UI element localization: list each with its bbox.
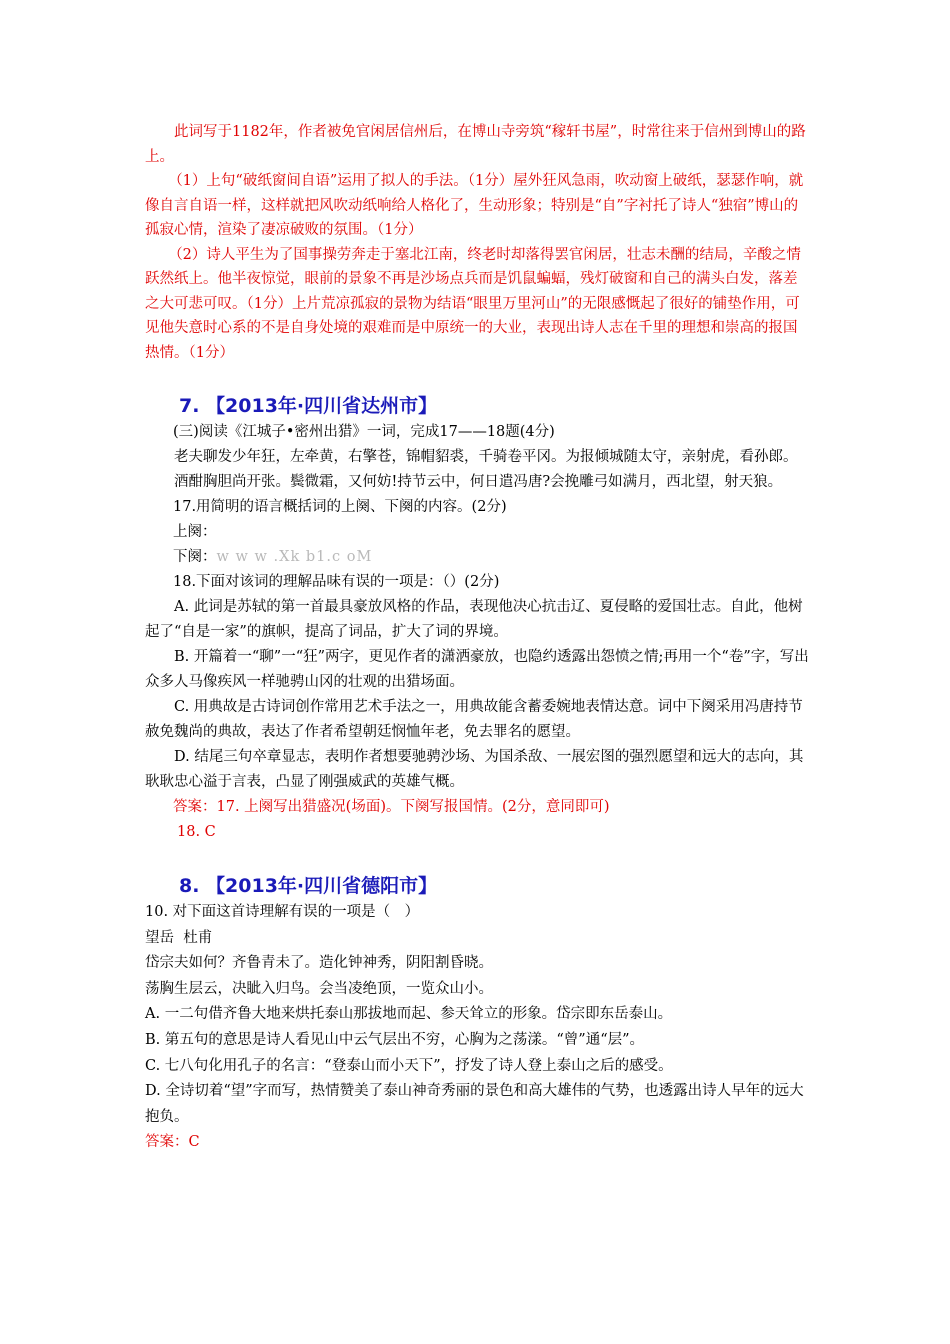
option-c: C. 用典故是古诗词创作常用艺术手法之一，用典故能含蓄委婉地表情达意。词中下阕采用冯唐持节赦免魏尚的典故，表达了作者希望朝廷悯恤年老，免去罪名的愿望。 bbox=[145, 699, 803, 740]
poem-stanza-2: 酒酣胸胆尚开张。鬓微霜，又何妨!持节云中，何日遣冯唐?会挽雕弓如满月，西北望，射天狼。 bbox=[174, 474, 783, 490]
answer-line-down bbox=[145, 545, 810, 570]
question-10: 10. 对下面这首诗理解有误的一项是（ ） bbox=[145, 904, 420, 920]
answer-18: 18. C bbox=[177, 824, 216, 840]
reading-instruction: (三)阅读《江城子•密州出猎》一词，完成17——18题(4分) bbox=[173, 424, 555, 440]
poem-line-2: 荡胸生层云，决眦入归鸟。会当凌绝顶，一览众山小。 bbox=[145, 980, 493, 997]
section-heading-7: 7. 【2013年·四川省达州市】 bbox=[179, 395, 438, 417]
down-label: 下阕： bbox=[173, 549, 217, 565]
poem-stanza-1: 老夫聊发少年狂，左牵黄，右擎苍，锦帽貂裘，千骑卷平冈。为报倾城随太守，亲射虎，看孙郎。 bbox=[174, 449, 798, 465]
section-heading-8: 8. 【2013年·四川省德阳市】 bbox=[179, 875, 438, 897]
option-b: B. 第五句的意思是诗人看见山中云气层出不穷，心胸为之荡漾。“曾”通“层”。 bbox=[145, 1031, 645, 1048]
poem-title: 望岳 杜甫 bbox=[145, 929, 213, 946]
answer-explanation-block bbox=[145, 120, 810, 365]
answer-line-up: 上阕： bbox=[173, 524, 217, 540]
option-b: B. 开篇着一“聊”一“狂”两字，更见作者的潇洒豪放，也隐约透露出怨愤之情;再用一个“卷”字，写出众多人马像疾风一样驰骋山冈的壮观的出猎场面。 bbox=[145, 649, 809, 690]
answer-17: 答案：17. 上阕写出猎盛况(场面)。下阕写报国情。(2分，意同即可) bbox=[173, 799, 610, 815]
question-section-7 bbox=[145, 420, 810, 845]
option-a: A. 此词是苏轼的第一首最具豪放风格的作品，表现他决心抗击辽、夏侵略的爱国壮志。自此，他树起了“自是一家”的旗帜，提高了词品，扩大了词的界境。 bbox=[145, 599, 803, 640]
poem-line-1: 岱宗夫如何？齐鲁青未了。造化钟神秀，阴阳割昏晓。 bbox=[145, 955, 493, 972]
question-17: 17.用简明的语言概括词的上阕、下阕的内容。(2分) bbox=[173, 499, 507, 515]
answer-part-2: （2）诗人平生为了国事操劳奔走于塞北江南，终老时却落得罢官闲居，壮志未酬的结局，辛酸之情跃然纸上。他半夜惊觉，眼前的景象不再是沙场点兵而是饥鼠蝙蝠，残灯破窗和自己的满头白发，落差之大可悲可叹。（1分）上片荒凉孤寂的景物为结语“眼里万里河山”的无限感慨起了很好的铺垫作用，可见他失意时心系的不是自身处境的艰难而是中原统一的大业，表现出诗人志在千里的理想和崇高的报国热情。（1分） bbox=[145, 246, 801, 361]
document-page bbox=[145, 120, 810, 1156]
answer-10: 答案：C bbox=[145, 1134, 200, 1151]
question-18: 18.下面对该词的理解品味有误的一项是：（）(2分) bbox=[173, 574, 500, 590]
poem-background: 此词写于1182年，作者被免官闲居信州后，在博山寺旁筑“稼轩书屋”，时常往来于信州到博山的路上。 bbox=[145, 124, 806, 165]
option-d: D. 结尾三句卒章显志，表明作者想要驰骋沙场、为国杀敌、一展宏图的强烈愿望和远大的志向，其耿耿忠心溢于言表，凸显了刚强威武的英雄气概。 bbox=[145, 749, 804, 790]
option-c: C. 七八句化用孔子的名言：“登泰山而小天下”，抒发了诗人登上泰山之后的感受。 bbox=[145, 1057, 673, 1074]
question-section-8 bbox=[145, 900, 810, 1156]
option-d: D. 全诗切着“望”字而写，热情赞美了泰山神奇秀丽的景色和高大雄伟的气势，也透露出诗人早年的远大抱负。 bbox=[145, 1083, 804, 1125]
answer-part-1: （1）上句“破纸窗间自语”运用了拟人的手法。（1分）屋外狂风急雨，吹动窗上破纸，瑟瑟作响，就像自言自语一样，这样就把风吹动纸响给人格化了，生动形象；特别是“自”字衬托了诗人“独宿”博山的孤寂心情，渲染了凄凉破败的氛围。（1分） bbox=[145, 173, 804, 238]
option-a: A. 一二句借齐鲁大地来烘托泰山那拔地而起、参天耸立的形象。岱宗即东岳泰山。 bbox=[145, 1006, 673, 1023]
watermark-text: w w w .Xk b1.c oM bbox=[216, 549, 373, 565]
